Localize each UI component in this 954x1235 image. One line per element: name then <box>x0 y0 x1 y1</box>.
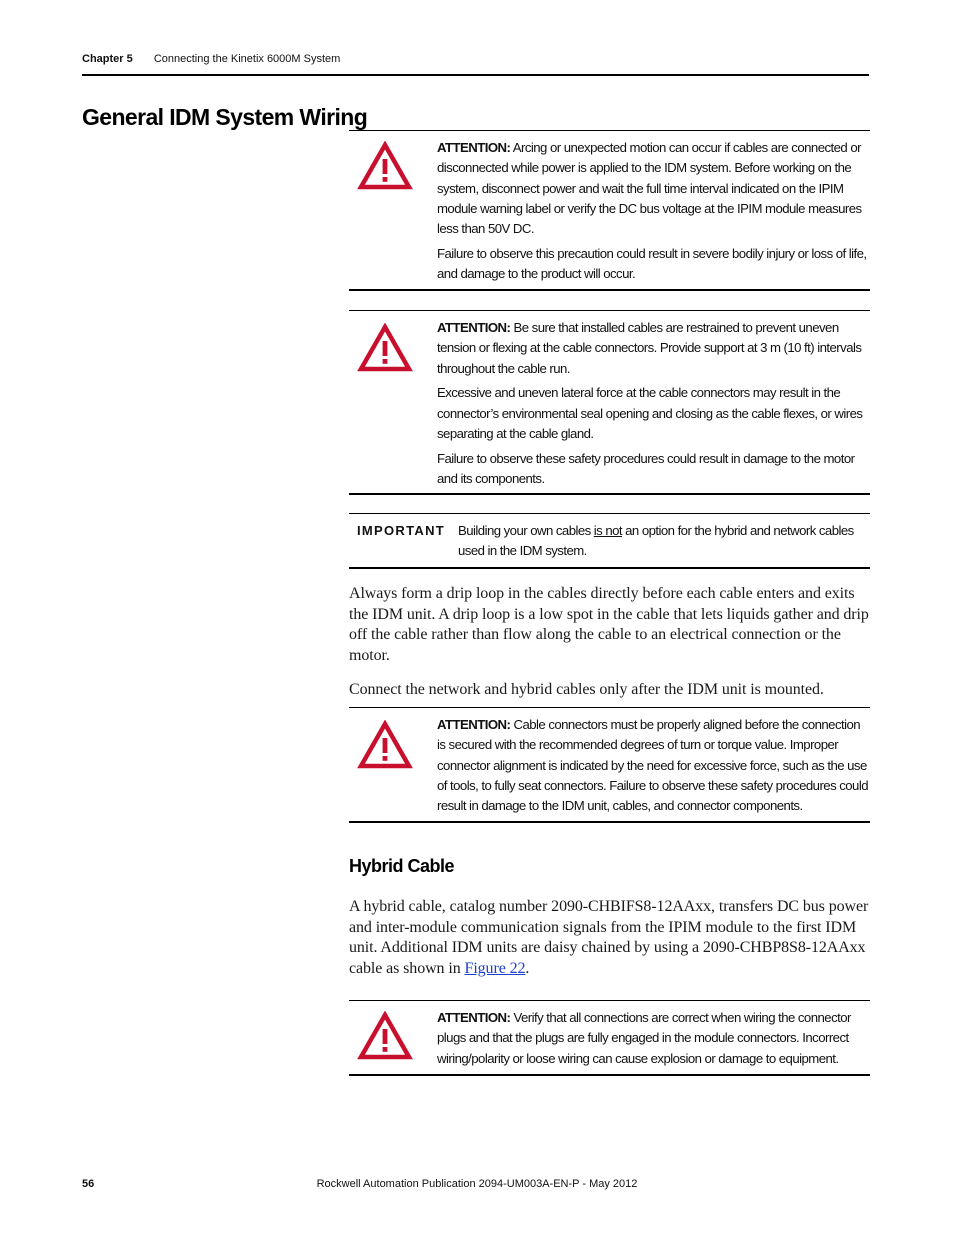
warning-triangle-icon <box>357 1011 413 1061</box>
section-title: General IDM System Wiring <box>82 104 368 130</box>
attention-1-lead: Arcing or unexpected motion can occur if cables are connected or disconnected while power is applied to the IDM system. Before working on the system, disconnect power and wait the full time interval indicated on the IPIM module warning label or verify the DC bus voltage at the IPIM module measures less than 50V DC. <box>437 140 862 237</box>
drip-loop-text: Always form a drip loop in the cables directly before each cable enters and exits the IDM unit. A drip loop is a low spot in the cable that lets liquids gather and drip off the cable rather than flow along the cable to an electrical connection or the motor. <box>349 585 869 664</box>
attention-2-consequence: Failure to observe these safety procedures could result in damage to the motor and its components. <box>437 450 855 487</box>
attention-box-4 <box>349 1000 870 1076</box>
hybrid-cable-text: A hybrid cable, catalog number 2090-CHBIFS8-12AAxx, transfers DC bus power and inter-module communication signals from the IPIM module to the first IDM unit. Additional IDM units are daisy chained by using a 2090-CHBP8S8-12AAxx cable as shown in <box>349 898 869 977</box>
attention-label: ATTENTION: <box>437 717 511 732</box>
body-paragraph-drip-loop <box>349 584 869 666</box>
page-number: 56 <box>82 1178 95 1190</box>
attention-box-1 <box>349 130 870 291</box>
important-emphasis: is not <box>593 523 623 538</box>
attention-label: ATTENTION: <box>437 320 511 335</box>
important-text-before: Building your own cables <box>458 523 594 538</box>
running-header <box>82 53 340 65</box>
attention-box-2 <box>349 310 870 495</box>
hybrid-cable-text-end: . <box>525 959 530 977</box>
chapter-label: Chapter 5 <box>82 53 133 65</box>
warning-triangle-icon <box>357 141 413 191</box>
important-text <box>458 521 862 562</box>
attention-2-lead: Be sure that installed cables are restrained to prevent uneven tension or flexing at the cable connectors. Provide support at 3 m (10 ft) intervals throughout the cable run. <box>437 320 862 376</box>
attention-text-1 <box>437 138 868 289</box>
important-label: IMPORTANT <box>357 523 446 538</box>
body-paragraph-connect <box>349 680 869 701</box>
attention-box-3 <box>349 707 870 823</box>
footer-publication: Rockwell Automation Publication 2094-UM003A-EN-P - May 2012 <box>316 1178 638 1190</box>
body-paragraph-hybrid-cable <box>349 897 869 979</box>
attention-label: ATTENTION: <box>437 140 511 155</box>
warning-triangle-icon <box>357 323 413 373</box>
subsection-title: Hybrid Cable <box>349 856 455 876</box>
attention-label: ATTENTION: <box>437 1010 511 1025</box>
warning-triangle-icon <box>357 720 413 770</box>
figure-22-link[interactable]: Figure 22 <box>464 959 526 977</box>
attention-3-lead: Cable connectors must be properly aligned before the connection is secured with the recommended degrees of turn or torque value. Improper connector alignment is indicated by the need for excessive force, such as the use of tools, to fully seat connectors. Failure to observe these safety procedures could result in damage to the IDM unit, cables, and connector components. <box>437 717 869 814</box>
attention-2-detail: Excessive and uneven lateral force at the cable connectors may result in the connector’s environmental seal opening and closing as the cable flexes, or wires separating at the cable gland. <box>437 385 863 441</box>
attention-text-4 <box>437 1008 868 1073</box>
important-box <box>349 513 870 569</box>
attention-text-2 <box>437 318 868 494</box>
important-text-after: an option for the hybrid and network cables used in the IDM system. <box>458 523 854 559</box>
chapter-title: Connecting the Kinetix 6000M System <box>153 53 341 65</box>
attention-text-3 <box>437 715 868 821</box>
header-rule <box>82 74 869 76</box>
connect-cables-text: Connect the network and hybrid cables only after the IDM unit is mounted. <box>349 681 824 698</box>
attention-4-lead: Verify that all connections are correct when wiring the connector plugs and that the plugs are fully engaged in the module connectors. Incorrect wiring/polarity or loose wiring can cause explosion or damage to equipment. <box>437 1010 851 1066</box>
attention-1-consequence: Failure to observe this precaution could result in severe bodily injury or loss of life, and damage to the product will occur. <box>437 245 867 282</box>
